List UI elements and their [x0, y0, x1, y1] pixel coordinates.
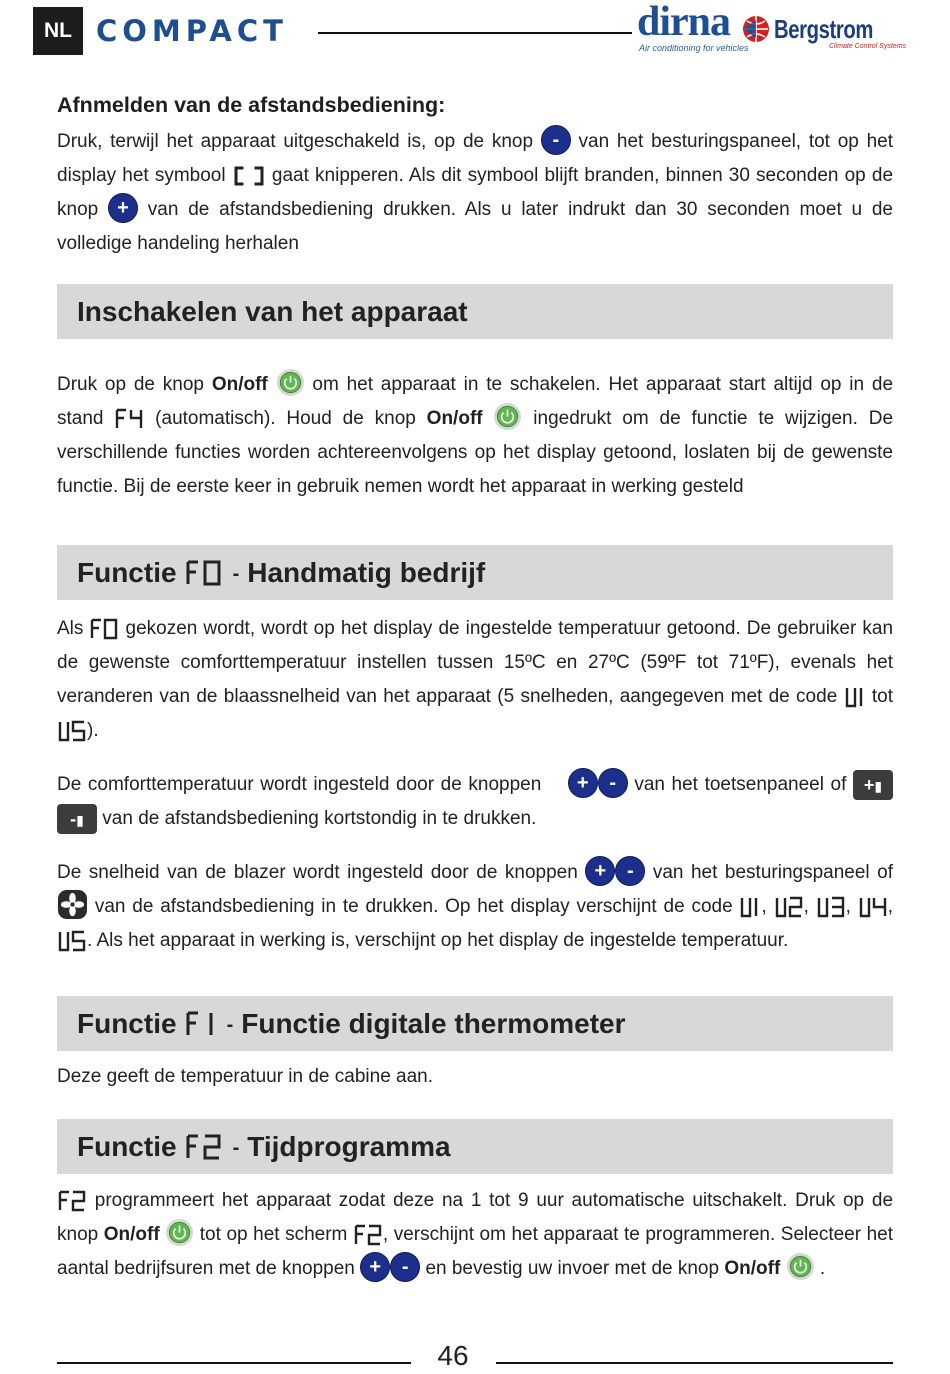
- power-button-icon: [493, 402, 522, 431]
- plus-button-icon: +: [108, 193, 138, 223]
- dirna-logo: dirna: [637, 0, 731, 45]
- section-band-f2: [57, 1119, 893, 1174]
- inschakelen-text: Druk op de knop On/off om het apparaat in te schakelen. Het apparaat start altijd op in de stand (automatisch). Houd de knop On/off ingedrukt om de functie te wijzigen. De verschillende functies worden achtereenvolgens op het display getoond, loslaten bij de gewenste functie. Bij de eerste keer in gebruik nemen wordt het apparaat in werking gesteld: [57, 368, 893, 504]
- plus-button-icon: +: [585, 856, 615, 886]
- section-title-f1: Functie - Functie digitale thermometer: [77, 1007, 626, 1039]
- afmelden-text: Druk, terwijl het apparaat uitgeschakeld is, op de knop - van het besturingspaneel, tot op het display het symbool gaat knipperen. Als dit symbool blijft branden, binnen 30 seconden op de knop + van de afstandsbediening drukken. Als u later indrukt dan 30 seconden moet u de volledige handeling herhalen: [57, 125, 893, 261]
- fan-button-icon: [57, 889, 88, 920]
- code-f0-symbol: [89, 618, 119, 640]
- minus-button-icon: -: [390, 1252, 420, 1282]
- section-title-f0: Functie - Handmatig bedrijf: [77, 556, 486, 588]
- power-button-icon: [165, 1218, 194, 1247]
- section-title-f2: Functie - Tijdprogramma: [77, 1130, 451, 1162]
- code-u5-symbol: [57, 720, 87, 742]
- bergstrom-tagline: Climate Control Systems: [829, 43, 907, 50]
- minus-button-icon: -: [598, 768, 628, 798]
- code-u1-symbol: [739, 896, 761, 918]
- code-u5-symbol: [57, 930, 87, 952]
- code-f2-symbol: [57, 1190, 87, 1212]
- section-band-f0: [57, 545, 893, 600]
- minus-button-icon: -: [541, 125, 571, 155]
- code-f0-symbol: [185, 559, 223, 587]
- remote-temp-up-icon: +▮: [853, 770, 893, 800]
- code-u2-symbol: [774, 896, 804, 918]
- footer-rule-right: [496, 1362, 893, 1364]
- power-button-icon: [786, 1252, 815, 1281]
- remote-pair-symbol-icon: [232, 165, 266, 187]
- code-f2-symbol: [353, 1224, 383, 1246]
- code-f4-symbol: [114, 408, 144, 430]
- code-u4-symbol: [858, 896, 888, 918]
- remote-temp-down-icon: -▮: [57, 804, 97, 834]
- plus-button-icon: +: [360, 1252, 390, 1282]
- plus-button-icon: +: [568, 768, 598, 798]
- afmelden-heading: Afnmelden van de afstandsbediening:: [57, 93, 446, 117]
- code-f1-symbol: [185, 1010, 217, 1038]
- minus-button-icon: -: [615, 856, 645, 886]
- f1-text: Deze geeft de temperatuur in de cabine aan.: [57, 1066, 434, 1087]
- section-band-inschakelen: [57, 284, 893, 339]
- code-u3-symbol: [816, 896, 846, 918]
- bergstrom-logo: Bergstrom: [774, 14, 874, 44]
- section-title: Inschakelen van het apparaat: [77, 295, 468, 327]
- code-u1-symbol: [844, 686, 866, 708]
- footer-rule-left: [57, 1362, 411, 1364]
- header-rule: [318, 32, 632, 34]
- code-f2-symbol: [185, 1133, 223, 1161]
- page-number: 46: [437, 1340, 469, 1371]
- dirna-tagline: Air conditioning for vehicles: [639, 43, 749, 53]
- f0-text: Als gekozen wordt, wordt op het display de ingestelde temperatuur getoond. De gebruiker kan de gewenste comforttemperatuur instellen tussen 15ºC en 27ºC (59ºF tot 71ºF), evenals het veranderen van de blaassnelheid van het apparaat (5 snelheden, aangegeven met de code tot ). De comforttemperatuur wordt ingesteld door de knoppen + - van het toetsenpaneel of +▮ -▮ van de afstandsbediening kortstondig in te drukken. De snelheid van de blazer wordt ingesteld door de knoppen + - van het besturingspaneel of van de afstandsbediening in te drukken. Op het display verschijnt de code , , , , . Als het apparaat in werking is, verschijnt op het display de ingestelde temperatuur.: [57, 618, 894, 951]
- f2-text: programmeert het apparaat zodat deze na 1 tot 9 uur automatische uitschakelt. Druk op de knop On/off tot op het scherm , verschijnt om het apparaat te programmeren. Selecteer het aantal bedrijfsuren met de knoppen + - en bevestig uw invoer met de knop On/off .: [57, 1184, 893, 1286]
- product-name: COMPACT: [96, 14, 288, 48]
- globe-icon: [741, 14, 771, 44]
- section-band-f1: [57, 996, 893, 1051]
- language-badge: NL: [33, 7, 83, 55]
- power-button-icon: [276, 368, 305, 397]
